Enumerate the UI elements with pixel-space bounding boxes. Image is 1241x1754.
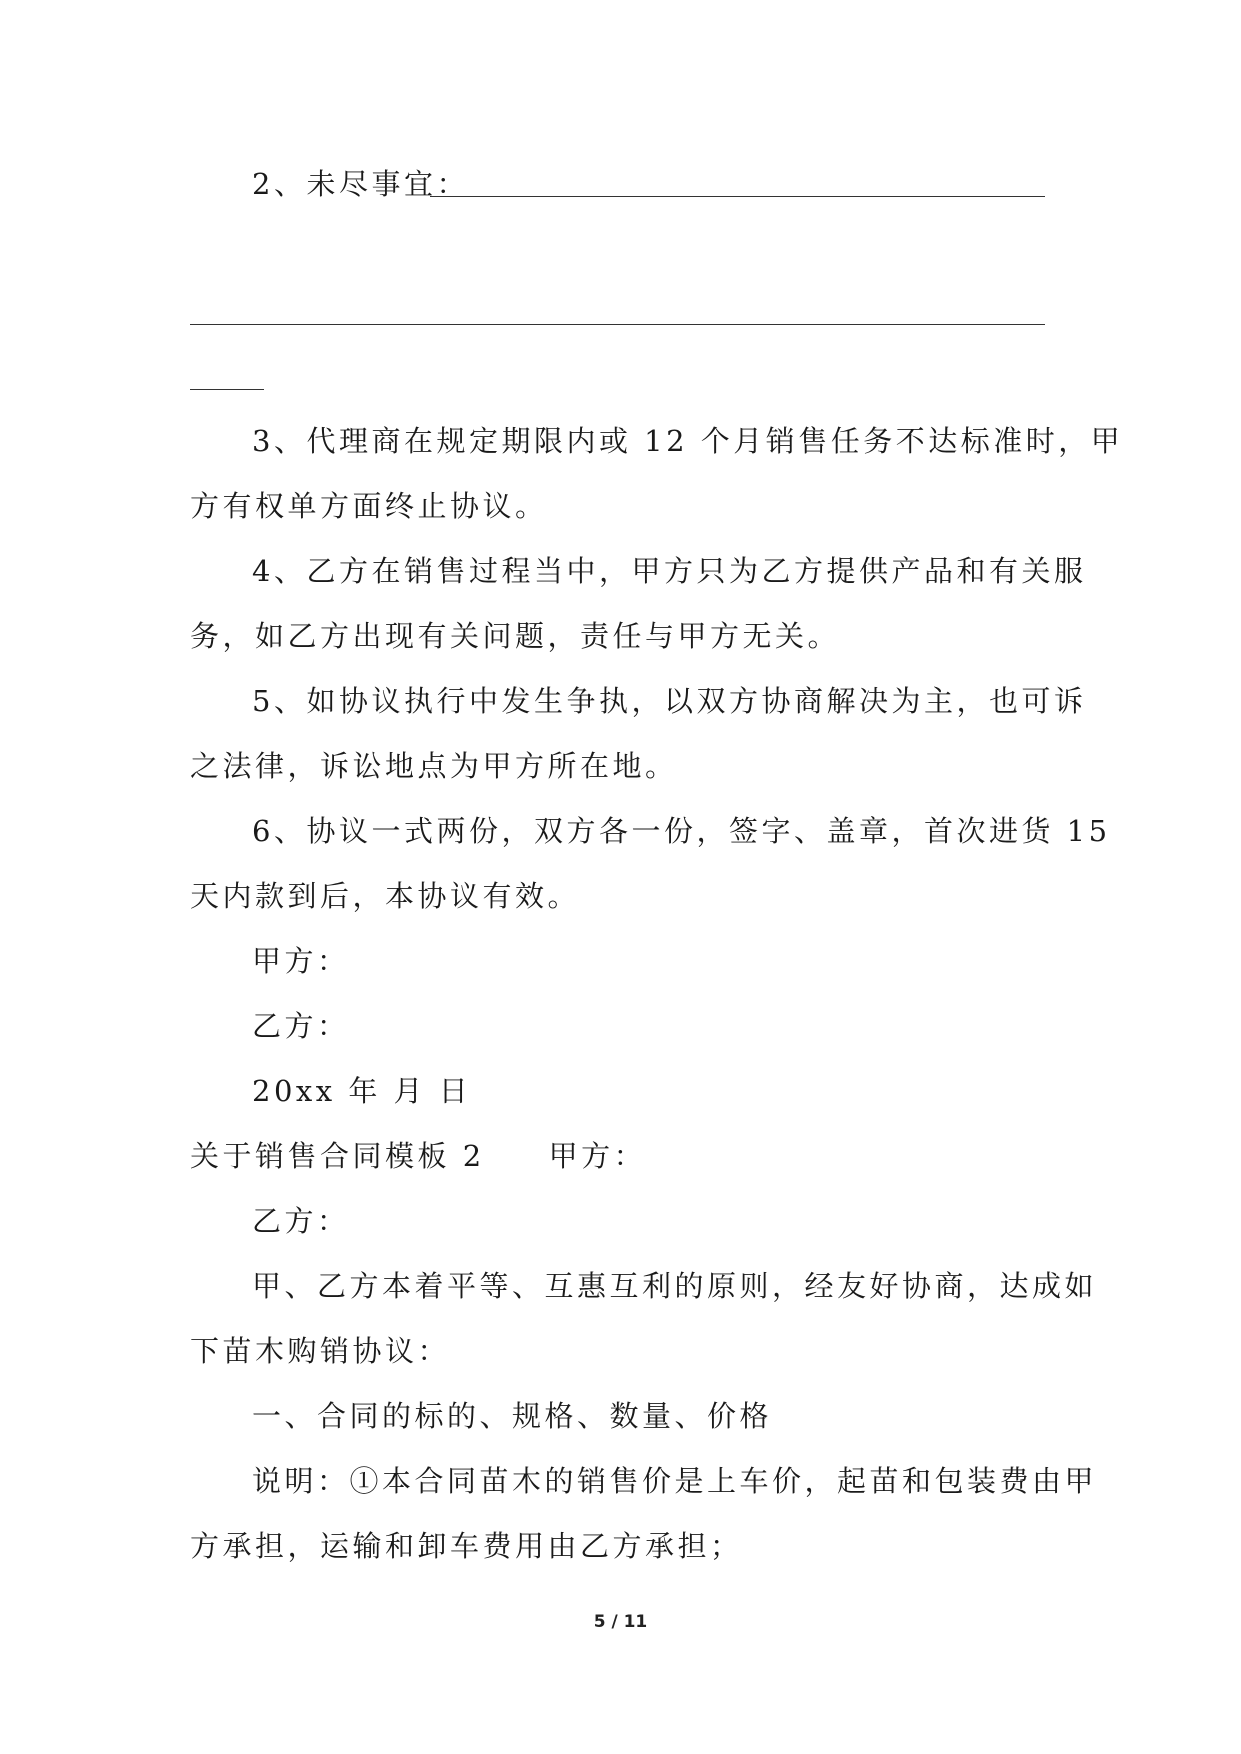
section-1-heading: 一、合同的标的、规格、数量、价格 [252,1399,773,1433]
blank-fill-line [190,324,1045,325]
page-number: 5 / 11 [593,1612,648,1632]
signature-date: 20xx 年 月 日 [252,1074,472,1108]
note-line-2: 方承担，运输和卸车费用由乙方承担； [190,1529,743,1563]
clause-6-line-2: 天内款到后，本协议有效。 [190,879,581,913]
clause-2-label: 2、未尽事宜： [252,167,469,201]
clause-5-line-2: 之法律，诉讼地点为甲方所在地。 [190,749,678,783]
clause-3-line-2: 方有权单方面终止协议。 [190,489,548,523]
clause-3-line-1: 3、代理商在规定期限内或 12 个月销售任务不达标准时，甲 [252,424,1124,458]
clause-5-line-1: 5、如协议执行中发生争执，以双方协商解决为主，也可诉 [252,684,1087,718]
party-a-signature: 甲方： [252,944,350,978]
preamble-line-2: 下苗木购销协议： [190,1334,451,1368]
preamble-line-1: 甲、乙方本着平等、互惠互利的原则，经友好协商，达成如 [252,1269,1098,1303]
party-b-signature: 乙方： [252,1009,350,1043]
template-2-party-b: 乙方： [252,1204,350,1238]
template-2-heading-line [190,1136,646,1176]
template-2-party-a: 甲方： [548,1139,647,1173]
clause-4-line-2: 务，如乙方出现有关问题，责任与甲方无关。 [190,619,841,653]
template-2-title: 关于销售合同模板 2 [190,1139,485,1173]
clause-6-line-1: 6、协议一式两份，双方各一份，签字、盖章，首次进货 15 [252,814,1111,848]
blank-fill-line [430,196,1045,197]
clause-4-line-1: 4、乙方在销售过程当中，甲方只为乙方提供产品和有关服 [252,554,1087,588]
blank-fill-line [190,389,264,390]
note-line-1: 说明：①本合同苗木的销售价是上车价，起苗和包装费由甲 [252,1464,1098,1498]
